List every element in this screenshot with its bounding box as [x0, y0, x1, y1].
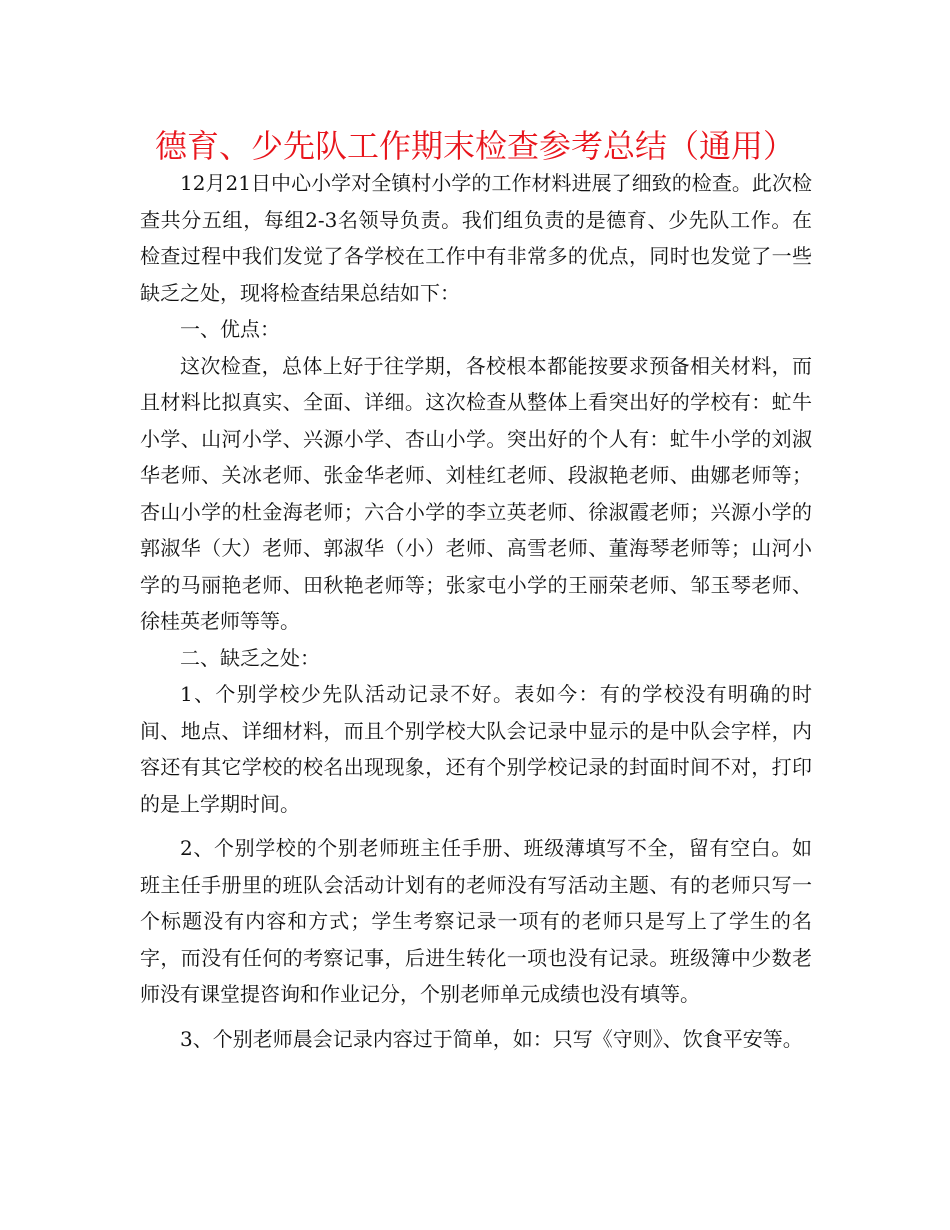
section-heading-strengths: 一、优点： — [180, 317, 280, 341]
paragraph-shortcoming-3: 3、个别老师晨会记录内容过于简单，如：只写《守则》、饮食平安等。 — [180, 1026, 803, 1051]
paragraph-shortcoming-2: 2、个别学校的个别老师班主任手册、班级薄填写不全，留有空白。如班主任手册里的班队会活动计划有的老师没有写活动主题、有的老师只写一个标题没有内容和方式；学生考察记录一项有的老师只是写上了学生的名字，而没有任何的考察记事，后进生转化一项也没有记录。班级簿中少数老师没有课堂提咨询和作业记分，个别老师单元成绩也没有填等。 — [140, 836, 812, 1006]
paragraph-shortcoming-1: 1、个别学校少先队活动记录不好。表如今：有的学校没有明确的时间、地点、详细材料，而且个别学校大队会记录中显示的是中队会字样，内容还有其它学校的校名出现现象，还有个别学校记录的封面时间不对，打印的是上学期时间。 — [140, 682, 812, 816]
paragraph-strengths: 这次检查，总体上好于往学期，各校根本都能按要求预备相关材料，而且材料比拟真实、全面、详细。这次检查从整体上看突出好的学校有：虻牛小学、山河小学、兴源小学、杏山小学。突出好的个人有：虻牛小学的刘淑华老师、关冰老师、张金华老师、刘桂红老师、段淑艳老师、曲娜老师等；杏山小学的杜金海老师；六合小学的李立英老师、徐淑霞老师；兴源小学的郭淑华（大）老师、郭淑华（小）老师、高雪老师、董海琴老师等；山河小学的马丽艳老师、田秋艳老师等；张家屯小学的王丽荣老师、邹玉琴老师、徐桂英老师等等。 — [140, 353, 812, 633]
document-body — [140, 165, 812, 1057]
section-heading-shortcomings: 二、缺乏之处： — [180, 645, 320, 670]
paragraph-intro: 12月21日中心小学对全镇村小学的工作材料进展了细致的检查。此次检查共分五组，每组2-3名领导负责。我们组负责的是德育、少先队工作。在检查过程中我们发觉了各学校在工作中有非常多的优点，同时也发觉了一些缺乏之处，现将检查结果总结如下： — [140, 171, 812, 305]
document-title: 德育、少先队工作期末检查参考总结（通用） — [154, 127, 795, 165]
